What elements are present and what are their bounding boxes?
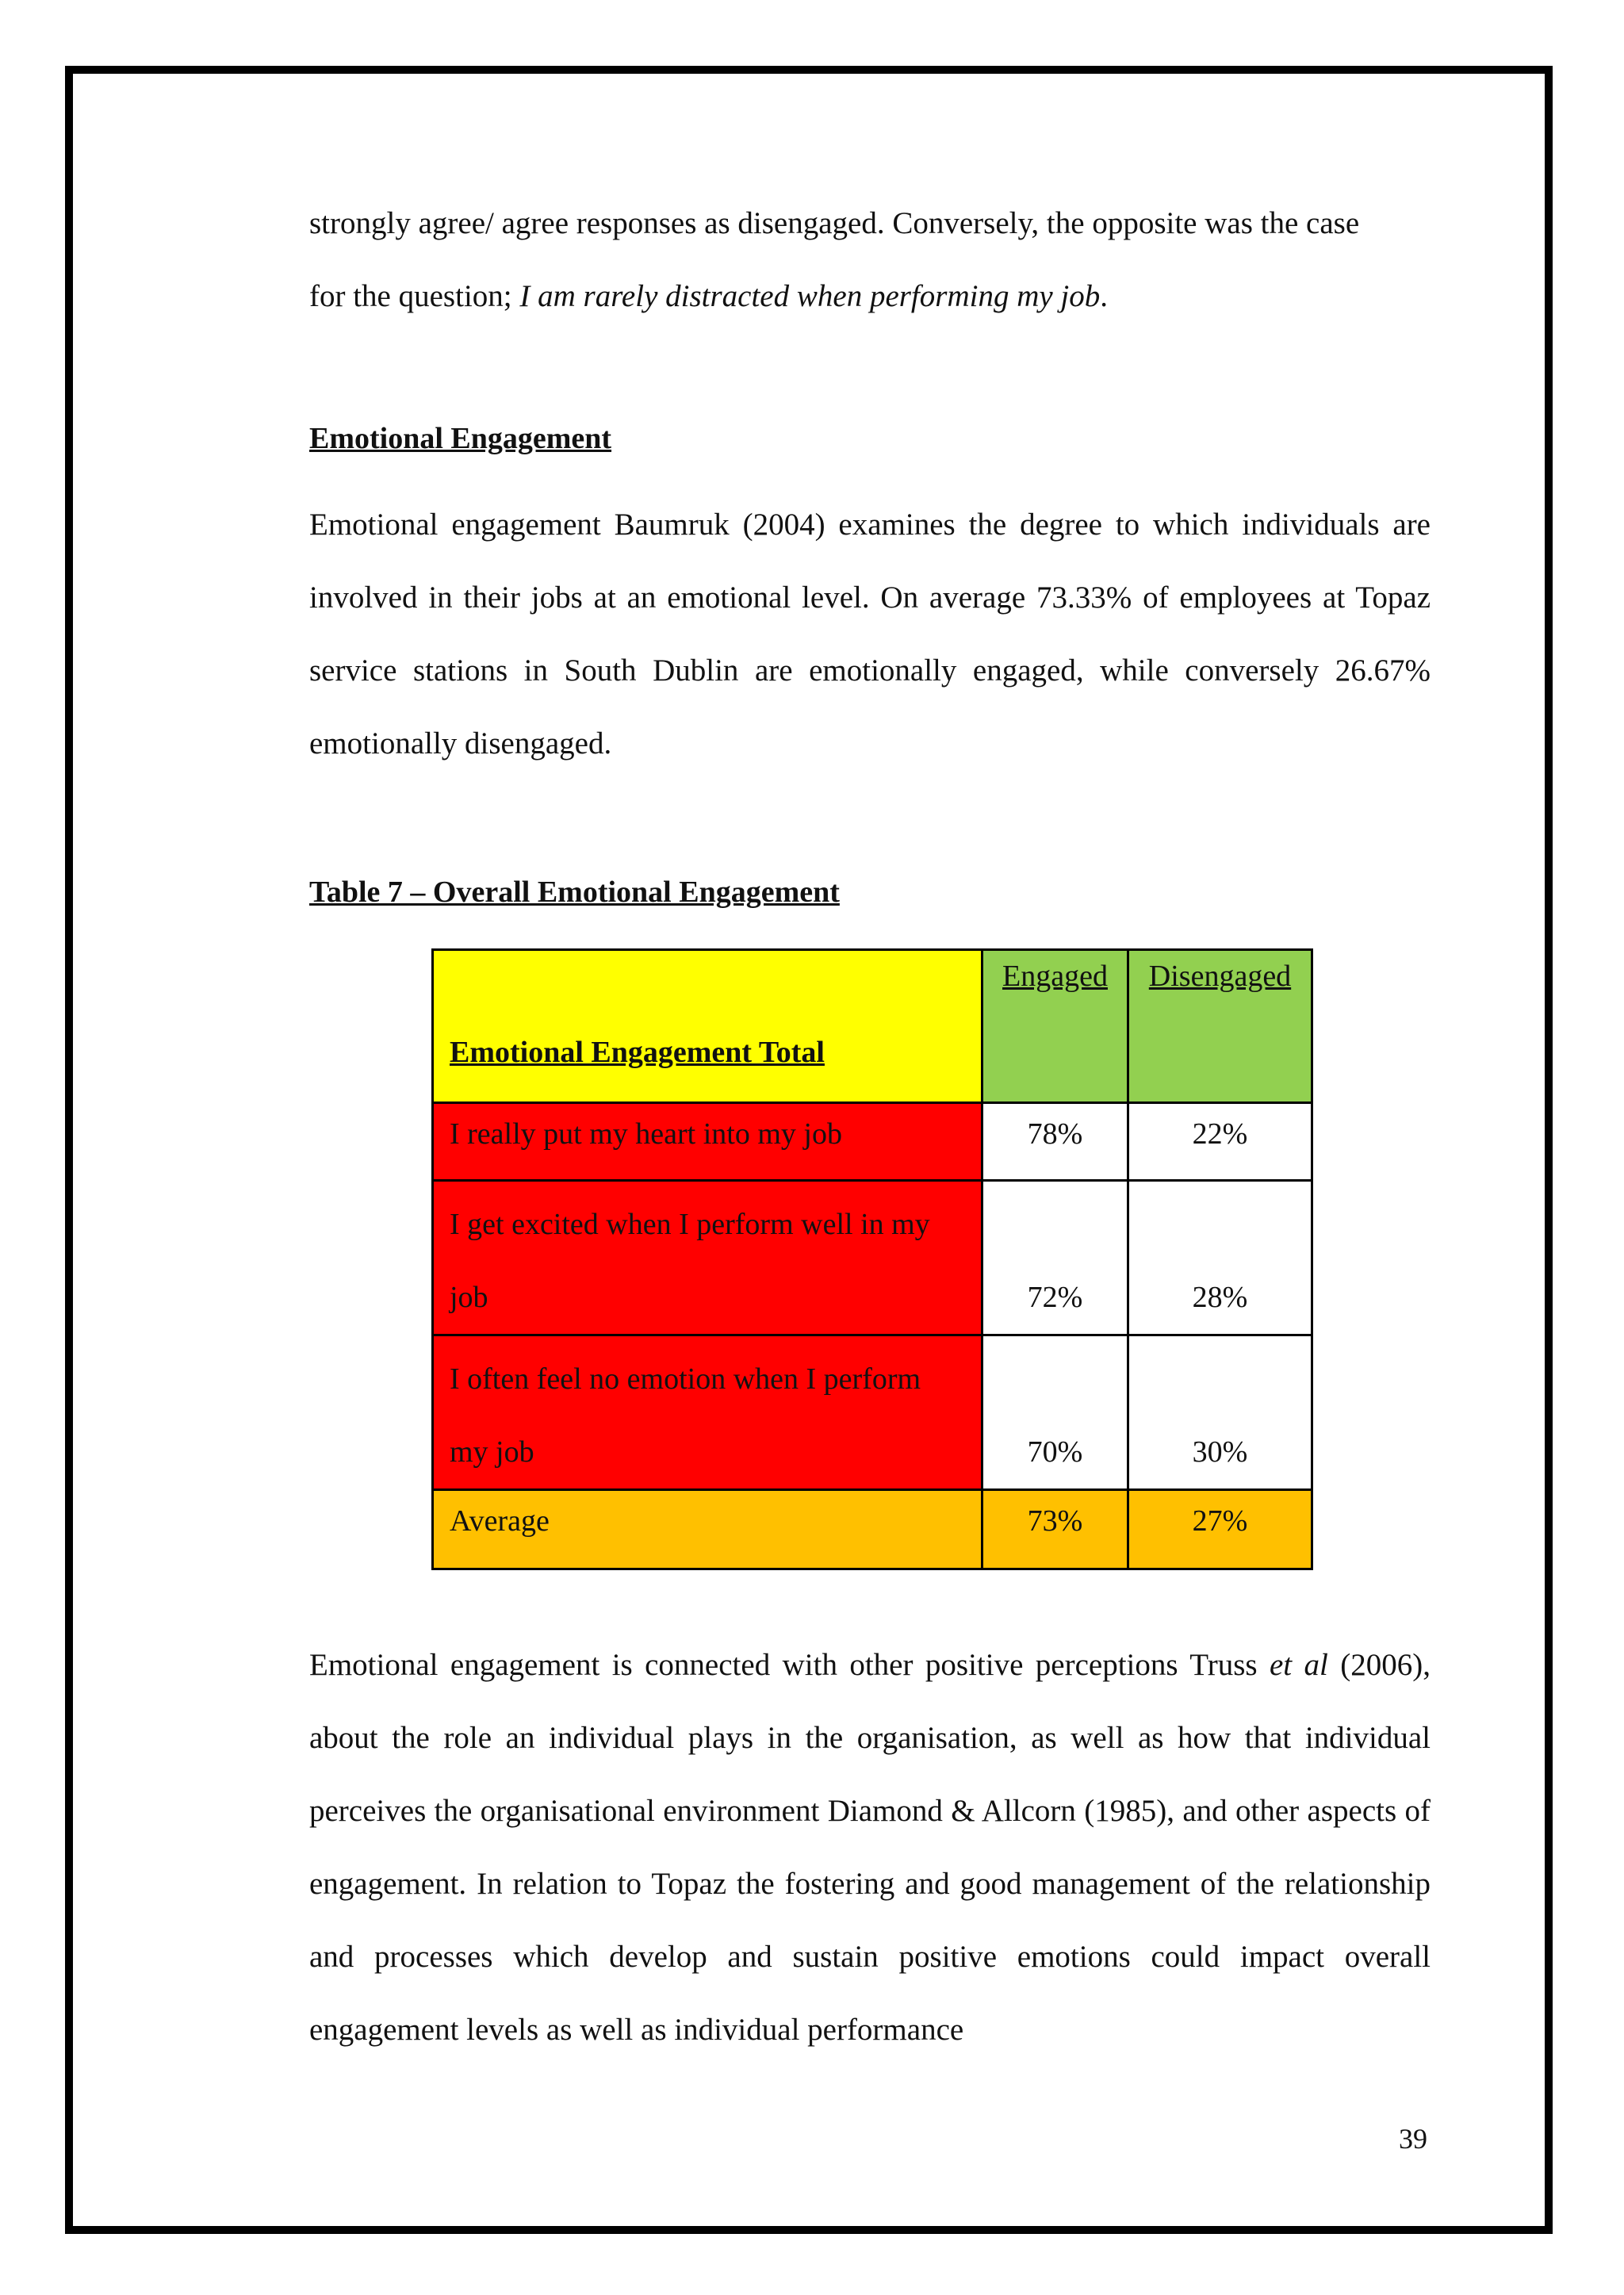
row-engaged-value: 70% [1027, 1435, 1083, 1469]
intro-line-1: strongly agree/ agree responses as disengaged. Conversely, the opposite was the case [309, 206, 1360, 240]
table-header-row [433, 950, 1312, 1103]
header-engaged-cell [982, 950, 1128, 1103]
table-row [433, 1335, 1312, 1490]
engagement-table [431, 948, 1313, 1570]
average-label-cell [433, 1490, 982, 1569]
row-disengaged-cell [1128, 1103, 1312, 1181]
paragraph-2-part-2: (2006), about the role an individual plays in the organisation, as well as how that individual perceives the organisational environment Diamond & Allcorn (1985), and other aspects of engagement. In relation to Topaz the fostering and good management of the relationship and processes which develop and sustain positive emotions could impact overall engagement levels as well as individual performance [309, 1648, 1431, 2047]
paragraph-1: Emotional engagement Baumruk (2004) examines the degree to which individuals are involved in their jobs at an emotional level. On average 73.33% of employees at Topaz service stations in South Dublin are emotionally engaged, while conversely 26.67% emotionally disengaged. [309, 508, 1431, 761]
table-row [433, 1181, 1312, 1335]
row-disengaged-value: 22% [1192, 1117, 1248, 1151]
page-number: 39 [1399, 2123, 1427, 2155]
intro-question-italic: I am rarely distracted when performing my job [519, 279, 1101, 313]
table-average-row [433, 1490, 1312, 1569]
paragraph-2 [309, 1629, 1431, 2067]
section-heading: Emotional Engagement [309, 422, 612, 455]
average-label: Average [450, 1504, 550, 1538]
header-engaged: Engaged [1002, 960, 1108, 993]
intro-paragraph [309, 187, 1431, 333]
average-disengaged-cell [1128, 1490, 1312, 1569]
row-label: I often feel no emotion when I perform my job [450, 1362, 921, 1469]
paragraph-2-part-1: Emotional engagement is connected with other positive perceptions Truss [309, 1648, 1270, 1682]
row-disengaged-cell [1128, 1335, 1312, 1490]
header-disengaged-cell [1128, 950, 1312, 1103]
header-disengaged: Disengaged [1148, 960, 1292, 993]
row-disengaged-cell [1128, 1181, 1312, 1335]
row-engaged-cell [982, 1335, 1128, 1490]
table-row [433, 1103, 1312, 1181]
paragraph-2-italic: et al [1269, 1648, 1328, 1682]
intro-line-2-prefix: for the question; [309, 279, 520, 313]
row-label-cell [433, 1103, 982, 1181]
row-engaged-value: 72% [1027, 1281, 1083, 1314]
table-caption: Table 7 – Overall Emotional Engagement [309, 875, 840, 909]
row-label: I really put my heart into my job [450, 1117, 842, 1151]
average-disengaged-value: 27% [1192, 1504, 1248, 1538]
row-engaged-value: 78% [1027, 1117, 1083, 1151]
average-engaged-value: 73% [1027, 1504, 1083, 1538]
row-engaged-cell [982, 1181, 1128, 1335]
intro-line-2-suffix: . [1100, 279, 1109, 313]
row-label-cell [433, 1181, 982, 1335]
row-disengaged-value: 28% [1192, 1281, 1248, 1314]
row-engaged-cell [982, 1103, 1128, 1181]
row-label-cell [433, 1335, 982, 1490]
header-label-cell [433, 950, 982, 1103]
row-label: I get excited when I perform well in my job [450, 1208, 930, 1314]
row-disengaged-value: 30% [1192, 1435, 1248, 1469]
average-engaged-cell [982, 1490, 1128, 1569]
header-label: Emotional Engagement Total [450, 1036, 825, 1069]
